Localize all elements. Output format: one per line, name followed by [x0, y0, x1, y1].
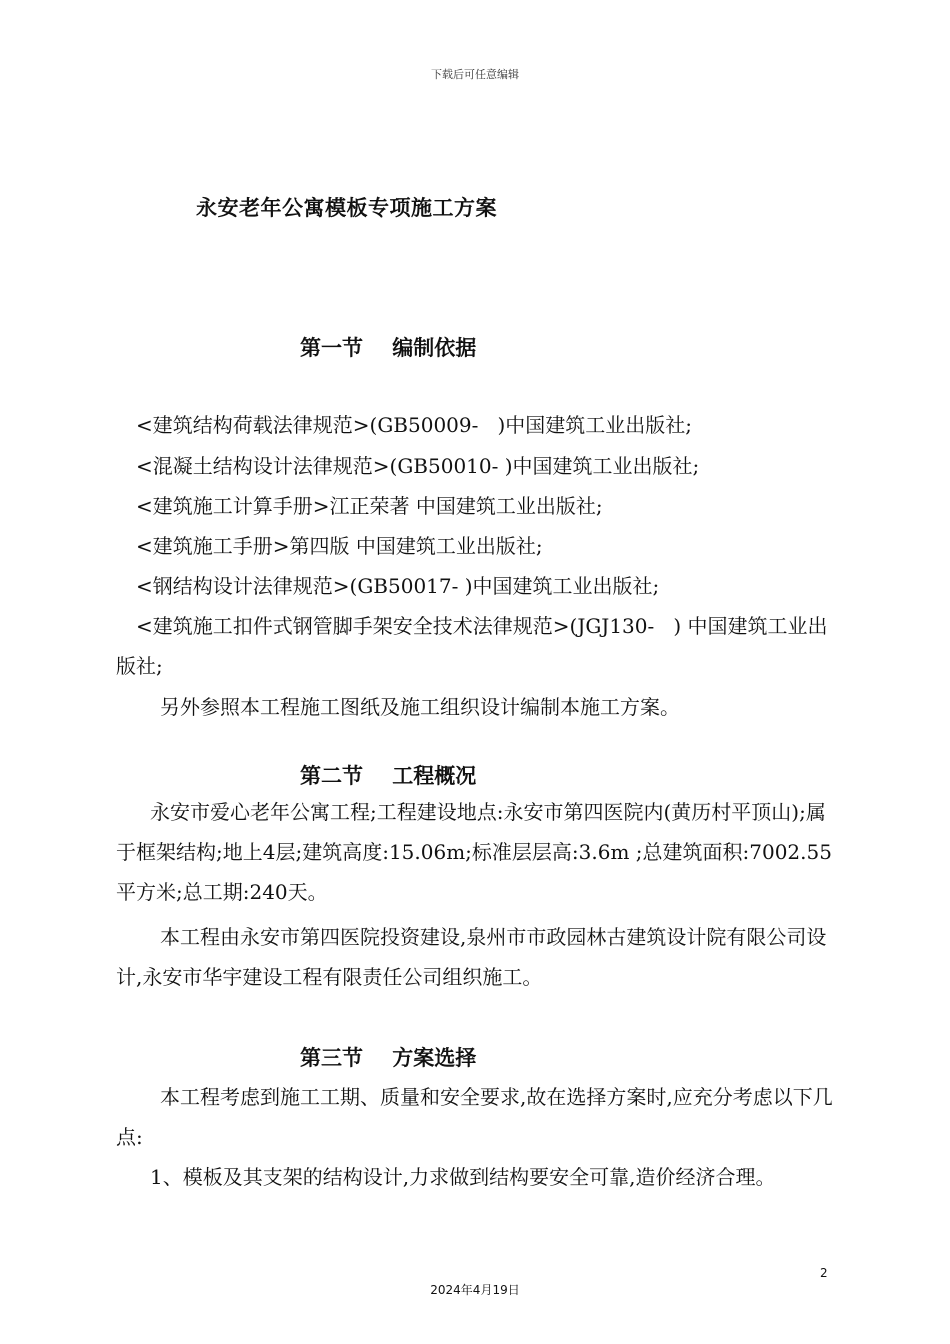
reference-item: <混凝土结构设计法律规范>(GB50010- )中国建筑工业出版社;: [136, 454, 700, 478]
reference-item: <建筑施工手册>第四版 中国建筑工业出版社;: [136, 534, 543, 558]
reference-item: <建筑施工扣件式钢管脚手架安全技术法律规范>(JGJ130- ) 中国建筑工业出版社;: [116, 614, 828, 678]
scheme-selection-paragraph: 本工程考虑到施工工期、质量和安全要求,故在选择方案时,应充分考虑以下几点:: [116, 1085, 833, 1149]
header-note: 下载后可任意编辑: [431, 68, 519, 81]
section-1-heading: 第一节 编制依据: [300, 336, 477, 360]
reference-item: <钢结构设计法律规范>(GB50017- )中国建筑工业出版社;: [136, 574, 660, 598]
section-1-closing: 另外参照本工程施工图纸及施工组织设计编制本施工方案。: [160, 695, 680, 719]
project-parties-paragraph: 本工程由永安市第四医院投资建设,泉州市市政园林古建筑设计院有限公司设计,永安市华宇建设工程有限责任公司组织施工。: [116, 925, 827, 989]
section-2-heading: 第二节 工程概况: [300, 764, 477, 788]
section-3-heading: 第三节 方案选择: [300, 1046, 477, 1070]
page-number: 2: [820, 1266, 828, 1280]
reference-item: <建筑施工计算手册>江正荣著 中国建筑工业出版社;: [136, 494, 603, 518]
scheme-point-1: 1、模板及其支架的结构设计,力求做到结构要安全可靠,造价经济合理。: [150, 1165, 776, 1189]
project-overview-paragraph: 永安市爱心老年公寓工程;工程建设地点:永安市第四医院内(黄历村平顶山);属于框架结构;地上4层;建筑高度:15.06m;标准层层高:3.6m ;总建筑面积:7002.55平方米;总工期:240天。: [116, 800, 832, 904]
footer-date: 2024年4月19日: [430, 1283, 520, 1297]
document-title: 永安老年公寓模板专项施工方案: [196, 196, 497, 220]
reference-item: <建筑结构荷载法律规范>(GB50009- )中国建筑工业出版社;: [136, 413, 692, 437]
